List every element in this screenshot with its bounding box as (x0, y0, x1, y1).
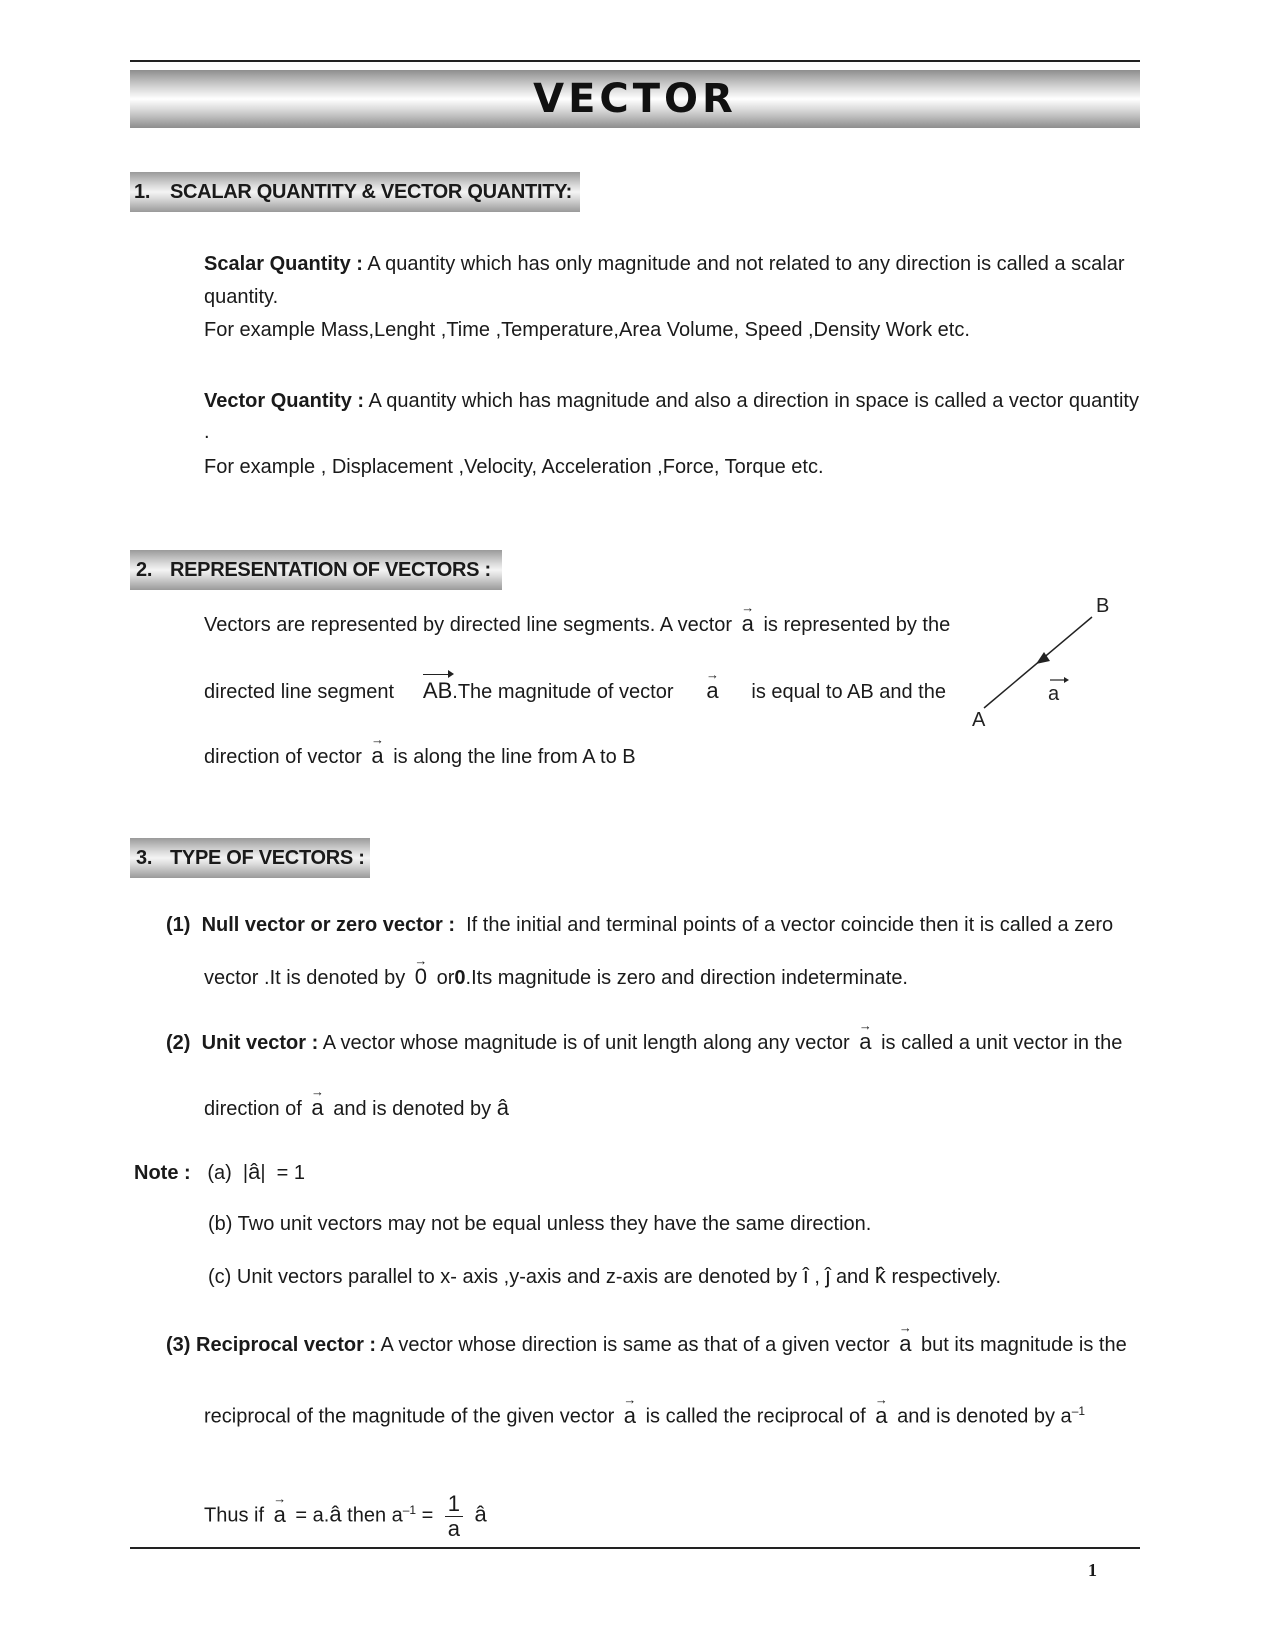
scalar-label: Scalar Quantity : (204, 253, 363, 275)
text: or (436, 967, 455, 989)
text: then a (347, 1504, 403, 1527)
zero-vector: → 0 (411, 966, 431, 988)
null-vector-line-1 (166, 913, 1113, 937)
text: is along the line from A to B (393, 746, 636, 768)
reciprocal-formula (204, 1480, 487, 1540)
reciprocal-label: (3) Reciprocal vector : (166, 1334, 377, 1356)
scalar-definition (204, 252, 1125, 276)
text: and is denoted by (333, 1098, 492, 1120)
section-number: 2. (136, 558, 153, 581)
note-b: (b) Two unit vectors may not be equal unless they have the same direction. (208, 1213, 872, 1235)
superscript: –1 (402, 1503, 417, 1517)
text: and (835, 1266, 870, 1288)
representation-line-2 (204, 680, 946, 704)
text: and is denoted by a (897, 1405, 1072, 1428)
k-hat: k̂ (874, 1263, 886, 1288)
unit-vector-a-hat: â (496, 1095, 509, 1120)
fraction (445, 1492, 463, 1541)
top-rule (130, 60, 1140, 62)
point-a-label: A (972, 709, 986, 730)
vector-a: → a (620, 1405, 640, 1427)
text: .Its magnitude is zero and direction indeterminate. (465, 967, 908, 989)
text: is called a unit vector in the (881, 1032, 1123, 1054)
text: If the initial and terminal points of a vector coincide then it is called a zero (466, 914, 1114, 936)
item-number: (2) (166, 1032, 191, 1054)
vector-label: Vector Quantity : (204, 390, 365, 412)
vector-example: For example , Displacement ,Velocity, Acceleration ,Force, Torque etc. (204, 456, 824, 478)
vector-a: → a (307, 1097, 327, 1119)
note-a: Note : (a) |â| = 1 (134, 1159, 306, 1184)
unit-vector-line-1 (166, 1031, 1122, 1055)
section-number: 1. (134, 180, 151, 203)
vector-a: → a (367, 745, 387, 767)
text: but its magnitude is the (921, 1334, 1127, 1356)
vector-diagram (960, 590, 1120, 730)
unit-vector-line-2 (204, 1096, 509, 1121)
vector-AB: AB (422, 678, 453, 703)
text: respectively. (891, 1266, 1002, 1288)
text: = a. (295, 1504, 330, 1527)
vector-text-cont: . (204, 421, 210, 443)
text: .The magnitude of vector (452, 681, 674, 703)
vector-a: → a (738, 613, 758, 635)
unit-vector-label: Unit vector : (201, 1032, 319, 1054)
representation-line-3 (204, 745, 636, 769)
vector-a-label: a (1048, 683, 1060, 705)
section-title: REPRESENTATION OF VECTORS : (170, 558, 491, 581)
denominator: a (447, 1515, 461, 1541)
vector-a: → a (855, 1031, 875, 1053)
section-number: 3. (136, 846, 153, 869)
text: = (421, 1504, 434, 1527)
section-title: SCALAR QUANTITY & VECTOR QUANTITY: (170, 180, 573, 203)
text: reciprocal of the magnitude of the given vector (204, 1405, 615, 1428)
text: (c) Unit vectors parallel to x- axis ,y-axis and z-axis are denoted by (208, 1266, 798, 1288)
i-hat: î (802, 1263, 809, 1288)
title-banner (130, 70, 1140, 128)
bottom-rule (130, 1547, 1140, 1549)
scalar-text: A quantity which has only magnitude and not related to any direction is called a scalar (367, 253, 1125, 275)
representation-line-1 (204, 613, 950, 637)
note-c: (c) Unit vectors parallel to x- axis ,y-axis and z-axis are denoted by î , ĵ and k̂ respectively. (208, 1263, 1002, 1288)
item-number: (1) (166, 914, 191, 936)
numerator: 1 (447, 1490, 461, 1516)
text: A vector whose direction is same as that of a given vector (380, 1334, 890, 1356)
scalar-text-cont: quantity. (204, 286, 279, 308)
text: directed line segment (204, 681, 395, 703)
text: is represented by the (763, 614, 951, 636)
point-b-label: B (1096, 595, 1110, 617)
page-number: 1 (1088, 1560, 1097, 1580)
text: A vector whose magnitude is of unit length along any vector (322, 1032, 850, 1054)
text: direction of vector (204, 746, 362, 768)
text: direction of (204, 1098, 302, 1120)
vector-a: → a (871, 1405, 891, 1427)
null-vector-line-2 (204, 966, 908, 990)
vector-definition (204, 389, 1139, 413)
reciprocal-line-2 (204, 1399, 1085, 1429)
section-title: TYPE OF VECTORS : (170, 846, 365, 869)
section-heading-2 (130, 550, 502, 590)
a-hat: â (329, 1501, 342, 1527)
text: is equal to AB and the (751, 681, 946, 703)
vector-a: → a (270, 1504, 290, 1526)
section-heading-1 (130, 172, 580, 212)
text: = 1 (276, 1162, 306, 1184)
vector-a-arrowhead (1064, 677, 1069, 683)
j-hat: ĵ (825, 1263, 831, 1288)
text: Thus if (204, 1504, 265, 1527)
a-hat: â (474, 1501, 487, 1527)
vector-a: → a (702, 680, 722, 704)
a-hat: â (248, 1159, 261, 1184)
text: (a) (207, 1162, 232, 1184)
text: is called the reciprocal of (645, 1405, 866, 1428)
vector-a: → a (895, 1333, 915, 1355)
bold-zero: 0 (454, 967, 466, 989)
superscript: –1 (1071, 1404, 1086, 1418)
scalar-example: For example Mass,Lenght ,Time ,Temperature,Area Volume, Speed ,Density Work etc. (204, 319, 970, 341)
text: vector .It is denoted by (204, 967, 406, 989)
page-title: VECTOR (533, 76, 737, 122)
reciprocal-line-1 (166, 1333, 1127, 1357)
text: Vectors are represented by directed line segments. A vector (204, 614, 733, 636)
vector-text: A quantity which has magnitude and also a direction in space is called a vector quantity (368, 390, 1139, 412)
section-heading-3 (130, 838, 370, 878)
note-label: Note : (134, 1162, 191, 1184)
null-vector-label: Null vector or zero vector : (201, 914, 455, 936)
